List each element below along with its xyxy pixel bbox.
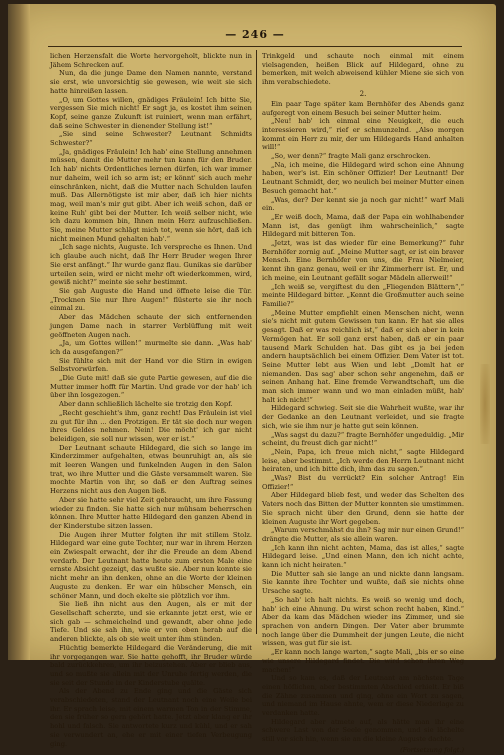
paragraph: Nun, da die junge Dame den Namen nannte, verstand sie erst, wie unvorsichtig sie gewesen, wie weit sie sich hatte hinreißen lassen.	[50, 69, 252, 95]
paragraph: „So, wer denn?“ fragte Mali ganz erschrocken.	[271, 152, 431, 161]
paragraph: „Warum verschmähst du ihn? Sag mir nur einen Grund!“ drängte die Mutter, als sie allein waren.	[262, 526, 464, 543]
paragraph: „Was, der? Der kennt sie ja noch gar nicht!“ warf Mali ein.	[262, 195, 464, 213]
right-column	[262, 52, 465, 754]
paragraph: „Was sagst du dazu?“ fragte Bernhöfer ungeduldig. „Mir scheint, du freust dich gar nicht!“	[262, 430, 464, 448]
paragraph: „Ich weiß se, vergiftest du den „Fliegenden Blättern“,“ meinte Hildegard bitter. „Kennt die Großmutter auch seine Familie?“	[262, 282, 464, 308]
paragraph: „Sie sind seine Schwester? Leutnant Schmidts Schwester?“	[50, 130, 252, 148]
paragraph: Sie fühlte sich mit der Hand vor die Stirn in ewigen Selbstvorwürfen.	[50, 356, 252, 374]
paragraph: Der Leutnant schaute Hildegard, die sich so lange im Kinderzimmer aufgehalten, etwas beunruhigt an, als sie mit leeren Wangen und funkelnden Augen in den Salon trat, wo ihre Mutter und die Gäste versammelt waren. Sie mochte Martin von ihr, so daß er den Auftrag seines Herzens nicht aus den Augen ließ.	[50, 443, 252, 496]
paragraph: Die Mutter sah sie lange an und nickte dann langsam. Sie kannte ihre Tochter und wußte, daß sie nichts ohne Ursache sagte.	[262, 569, 464, 596]
paragraph: Hildegard aber atmete auf, als hätte man ihr eine schwere Last von der Seele genommen, und sie lächelte still vor sich hin, wenn sie an die kleine Auguste dachte.	[262, 717, 464, 744]
paragraph: „Recht geschieht's ihm, ganz recht! Das Fräulein ist viel zu gut für ihn ... den Protzigen. Er tät sie doch nur wegen ihres Geldes nehmen. Nein! Die möcht' ich gar nicht beleidigen, sie soll nur wissen, wer er ist.“	[50, 408, 252, 443]
paragraph: „Er kann noch lange warten,“ sagte Mali, „bis er so eine wie unsere Hildegard findet. Die wird schon ihren Weg machen!“	[262, 648, 464, 674]
binding-gutter	[8, 4, 30, 660]
paragraph: „Ja, gnädiges Fräulein! Ich hab' eine Stellung annehmen müssen, damit die Mutter mehr tun kann für den Bruder. Ich hab' nichts Ordentliches lernen dürfen, ich war immer nur daheim, weil ich so arm ist; er könnt' sich auch mehr einschränken, nicht, daß die Mutter nach Schulden laufen muß. Das Allernötigste ist mir aber, daß ich hier nichts mag, weil man's mir gut gibt. Aber ich weiß schon, daß er keine Ruh' gibt bei der Mutter. Ich weiß selber nicht, wie ich dazu kommen bin, Ihnen mein Herz aufzuschließen. Sie, meine Mutter schlägt mich tot, wenn sie hört, daß ich nicht meinen Mund gehalten hab'.“	[50, 147, 252, 243]
paper-stain	[480, 364, 490, 444]
paragraph: Aber Hildegard blieb fest, und weder das Schelten des Vaters noch das Bitten der Mutter konnten sie umstimmen. Sie sprach nicht über den Grund, denn sie hatte der kleinen Auguste ihr Wort gegeben.	[262, 491, 464, 526]
paragraph: Sie ließ ihn nicht aus den Augen, als er mit der Gesellschaft scherzte, und sie erkannte jetzt erst, wie er sich gab — schmeichelnd und gewandt, aber ohne jede Tiefe. Und sie sah ihn, wie er von oben herab auf die anderen blickte, als ob sie weit unter ihm stünden.	[50, 600, 252, 644]
continuation-note: (Fortsetzung folgt.)	[400, 745, 464, 754]
paragraph: Die Augen ihrer Mutter folgten ihr mit stillem Stolz. Hildegard war eine gute Tochter, nur war in ihrem Herzen ein Zwiespalt erwacht, der ihr die Freude an dem Abend verdarb. Der Leutnant hatte heute zum ersten Male eine ernste Absicht gezeigt, das wußte sie. Aber nun konnte sie nicht mehr an ihn denken, ohne an die Worte der kleinen Auguste zu denken. Er war ein hübscher Mensch, ein schöner Mann, und doch ekelte sie plötzlich vor ihm.	[50, 530, 252, 600]
paragraph: „Meine Mutter empfiehlt einen Menschen nicht, wenn sie's nicht mit gutem Gewissen tun kann. Er hat sie alles gesagt. Daß er was reichlich ist,“ daß er sich aber in kein Vermögen hat. Er soll ganz erst haben, daß er ein paar tausend Mark Schulden hat. Das gibt es ja bei jeden andern hauptsächlich bei einem Offizier. Dem Vater ist tot. Seine Mutter lebt aus Wien und lebt „Domlt hat er niemanden. Das sag' aber schon sehr angenehm, daß er seinen Anhang hat. Eine fremde Verwandtschaft, um die man sich immer wann und wo man einladen müßt, hab' halt ich nicht!“	[262, 308, 464, 404]
paragraph: „Ich sage nichts, Auguste. Ich verspreche es Ihnen. Und ich glaube auch nicht, daß Ihr Herr Bruder wegen Ihrer Sie erst anfängt.“ Ihr wurde ganz flau. Gunikas sie darüber urteilen sein, wird er nicht mehr oft wiederkommen, wird, gewiß nicht?“ meinte sie sehr bestimmt.	[50, 243, 252, 287]
paragraph: Als der Abend zu Ende ging und die Gäste sich verabschiedeten, stand der Leutnant noch eine Weile bei ihr. Er sprach leise, mit einem warmen Ton in der Stimme, den sie früher so gern gehört hatte. Jetzt aber klang er ihr hohl und falsch. Sie antwortete kurz und kühl, und er sah sie verwundert an, ehe er mit einer tiefen Verbeugung ging.	[50, 687, 252, 748]
paragraph: Ein paar Tage später kam Bernhöfer des Abends ganz aufgeregt von einem Besuch bei seiner Mutter heim.	[262, 99, 464, 117]
paragraph: Sie gab Auguste die Hand und öffnete leise die Tür. „Trocknen Sie nur Ihre Augen!“ flüsterte sie ihr noch einmal zu.	[50, 286, 252, 313]
paragraph: Flüchtig bemerkte Hildegard die Veränderung, die mit ihr vorgegangen war. Sie hatte gehofft, ihr Bruder würde bald zurückkehren, um ihr beizustehen. Aber er blieb aus, und so mußte sie allein mit der Unruhe fertig werden, die sie seit der Stunde in der Kinderstube quälte.	[50, 643, 252, 687]
section-number: 2.	[359, 89, 367, 98]
paragraph: Hildegard schwieg. Seit sie die Wahrheit wußte, war ihr der Gedanke an den Leutnant verleidet, und sie fragte sich, wie sie ihm nur je hatte gut sein können.	[262, 404, 464, 430]
paragraph: „Was? Bist du verrückt? Ein solcher Antrag! Ein Offizier!“	[262, 474, 464, 491]
paragraph: Und so kam es, daß der Leutnant am nächsten Tage einen höflichen, aber bestimmten Abschied erhielt. Er biß die Zähne zusammen und ging, ohne ein Wort zu sagen, und niemand im Hause ahnte, wem er diese Niederlage zu verdanken hatte.	[262, 674, 464, 718]
paragraph: „Jetzt, was ist das wieder für eine Bemerkung?“ fuhr Bernhöfer zornig auf. „Meine Mutter sagt, er ist ein braver Mensch. Eine Bernhöfer von uns, die Frau Nielmeier, kennt ihn ganz genau, weil er ihr Zimmerherr ist. Er, und ich meine, ein Leutnant gefällt sogar Mädeln allerweil!“	[262, 239, 464, 282]
newspaper-page	[8, 4, 496, 754]
paragraph: Aber das Mädchen schaute der sich entfernenden jungen Dame nach in starrer Verblüffung mit weit geöffneten Augen nach.	[50, 313, 252, 339]
paragraph: „Na, ich meine, die Hildegard wird schon eine Ahnung haben, wer's ist. Ein schöner Offizier! Der Leutnant! Der Leutnant Schmidt, der, wo neulich bei meiner Mutter einen Besuch gemacht hat.“	[262, 160, 465, 195]
paragraph: „Ich kann ihn nicht achten, Mama, das ist alles,“ sagte Hildegard leise. „Und einen Mann, den ich nicht achte, kann ich nicht heiraten.“	[262, 543, 464, 570]
column-divider	[256, 50, 257, 634]
page-number: — 246 —	[225, 28, 285, 41]
page-header	[48, 24, 462, 47]
paragraph: „Nein, Papa, ich freue mich nicht,“ sagte Hildegard leise, aber bestimmt. „Ich werde den Herrn Leutnant nicht heiraten, und ich bitte dich, ihm das zu sagen.“	[262, 447, 464, 474]
paragraph: „O, um Gottes willen, gnädiges Fräulein! Ich bitte Sie, vergessen Sie mich nicht! Er sagt ja, es kostet ihm seinen Kopf, seine ganze Zukunft ist ruiniert, wenn man erfährt, daß seine Schwester in dienender Stellung ist!“	[50, 95, 252, 130]
paragraph: Trinkgeld und schaute noch einmal mit einem vielsagenden, heißen Blick auf Hildegard, ohne zu bemerken, mit welch abweisend kühler Miene sie sich von ihm verabschiedete.	[262, 52, 464, 87]
paragraph: Aber sie hatte sehr viel Zeit gebraucht, um ihre Fassung wieder zu finden. Sie hatte sich nur mühsam beherrschen können. Ihre Mutter hatte Hildegard den ganzen Abend in der Kinderstube sitzen lassen.	[50, 495, 252, 530]
paragraph: Aber dann schließlich lächelte sie trotzig den Kopf.	[59, 400, 233, 409]
paragraph: lichen Herzensfalt die Worte hervorgeholt, blickte nun in Jähem Schrecken auf.	[50, 52, 252, 69]
paragraph: „Neu! hab' ich einmal eine Neuigkeit, die euch interessieren wird,“ rief er schmunzelnd. „Also morgen kommt ein Herr zu mir, der um Hildegards Hand anhalten will!“	[262, 117, 464, 152]
paragraph: „Die Gute mit! daß sie gute Partie gewesen, auf die die Mutter immer hofft für Martin. Und grade vor der hab' ich über ihn losgezogen.“	[50, 374, 252, 400]
left-column	[50, 52, 252, 748]
paragraph: „Er weiß doch, Mama, daß der Papa ein wohlhabender Mann ist, das genügt ihm wahrscheinlich,“ sagte Hildegard mit bitteren Ton.	[262, 212, 464, 239]
paragraph: „So hab' ich halt nichts. Es weiß so wenig und doch, hab' ich eine Ahnung. Du wirst schon recht haben, Kind.“ Aber da kam das Mädchen wieder ins Zimmer, und sie sprachen von andern Dingen. Der Vater aber brummte noch lange über die Dummheit der jungen Leute, die nicht wissen, was gut für sie ist.	[262, 595, 464, 648]
paragraph: „Ja, um Gottes willen!“ murmelte sie dann. „Was hab' ich da ausgefangen?“	[50, 339, 252, 356]
